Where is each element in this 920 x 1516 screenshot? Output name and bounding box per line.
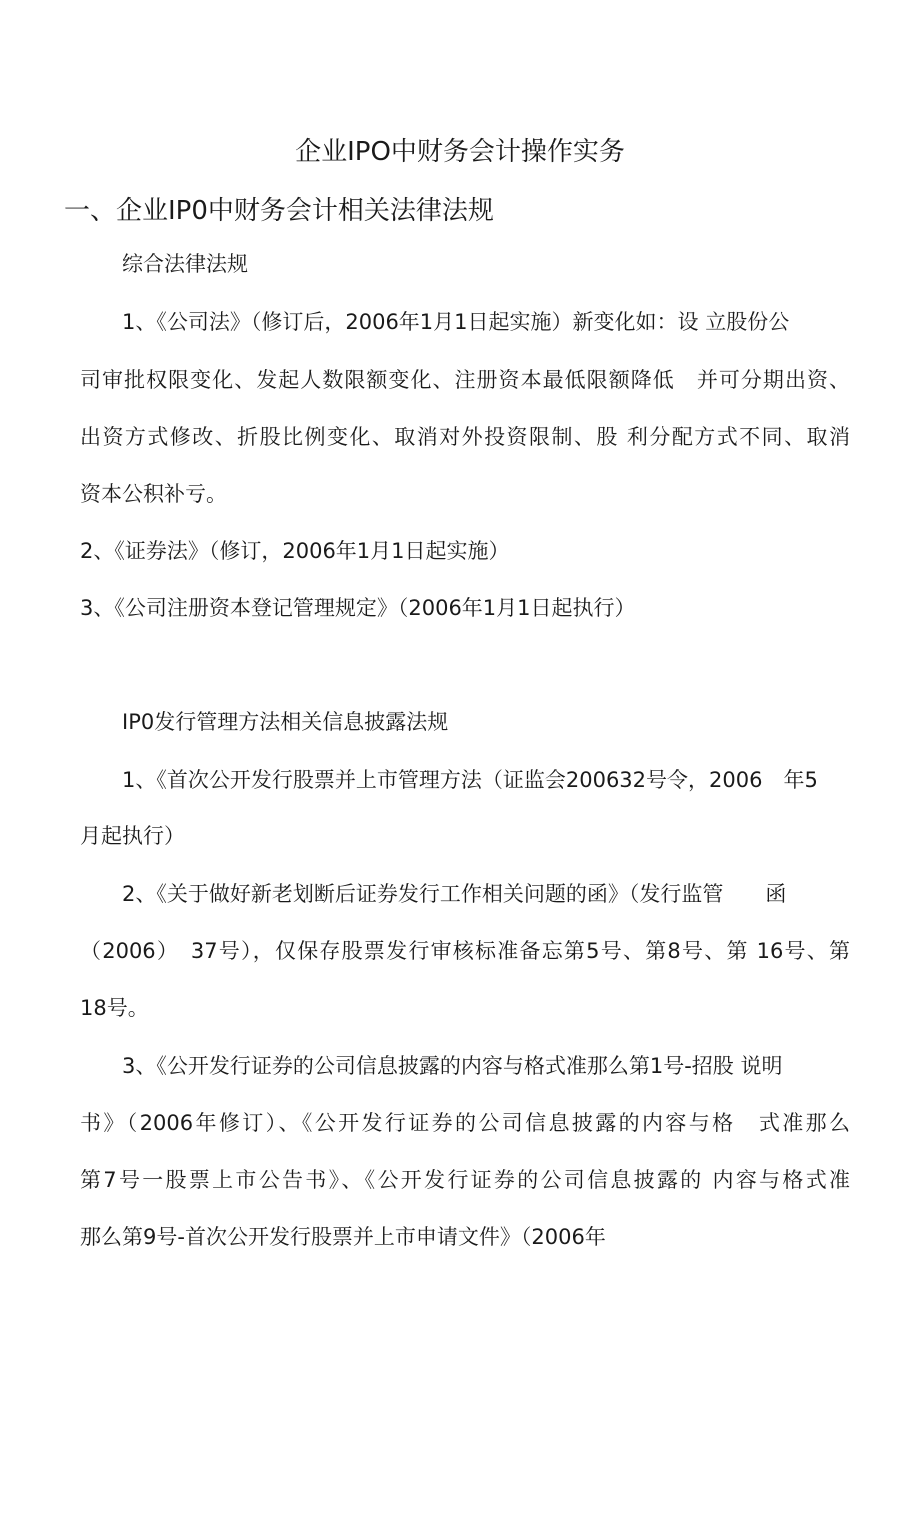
- ipo-item-3-line-3: 第7号一股票上市公告书》、《公开发行证券的公司信息披露的 内容与格式准: [80, 1168, 850, 1192]
- document-title: 企业IPO中财务会计操作实务: [295, 137, 625, 167]
- general-item-2: 2、《证券法》（修订，2006年1月1日起实施）: [80, 539, 510, 563]
- general-laws-heading: 综合法律法规: [122, 252, 248, 276]
- general-item-1-line-2: 司审批权限变化、发起人数限额变化、注册资本最低限额降低 并可分期出资、: [80, 368, 850, 392]
- ipo-item-1-line-2: 月起执行）: [80, 824, 185, 848]
- section-heading: 一、企业IP0中财务会计相关法律法规: [64, 196, 494, 226]
- general-item-1-line-3: 出资方式修改、折股比例变化、取消对外投资限制、股 利分配方式不同、取消: [80, 425, 850, 449]
- ipo-item-2-line-3: 18号。: [80, 996, 149, 1020]
- ipo-item-2-line-1: 2、《关于做好新老划断后证券发行工作相关问题的函》（发行监管 函: [122, 882, 787, 906]
- ipo-item-2-line-2: （2006） 37号），仅保存股票发行审核标准备忘第5号、第8号、第 16号、第: [80, 939, 850, 963]
- ipo-item-3-line-2: 书》（2006年修订）、《公开发行证券的公司信息披露的内容与格 式准那么: [80, 1111, 850, 1135]
- ipo-item-3-line-4: 那么第9号-首次公开发行股票并上市申请文件》（2006年: [80, 1225, 606, 1249]
- ipo-laws-heading: IP0发行管理方法相关信息披露法规: [122, 710, 449, 734]
- ipo-item-3-line-1: 3、《公开发行证券的公司信息披露的内容与格式准那么第1号-招股 说明: [122, 1054, 783, 1078]
- ipo-item-1-line-1: 1、《首次公开发行股票并上市管理方法（证监会200632号令，2006 年5: [122, 768, 818, 792]
- general-item-1-line-1: 1、《公司法》（修订后，2006年1月1日起实施）新变化如：设 立股份公: [122, 310, 790, 334]
- general-item-1-line-4: 资本公积补亏。: [80, 482, 227, 506]
- general-item-3: 3、《公司注册资本登记管理规定》（2006年1月1日起执行）: [80, 596, 636, 620]
